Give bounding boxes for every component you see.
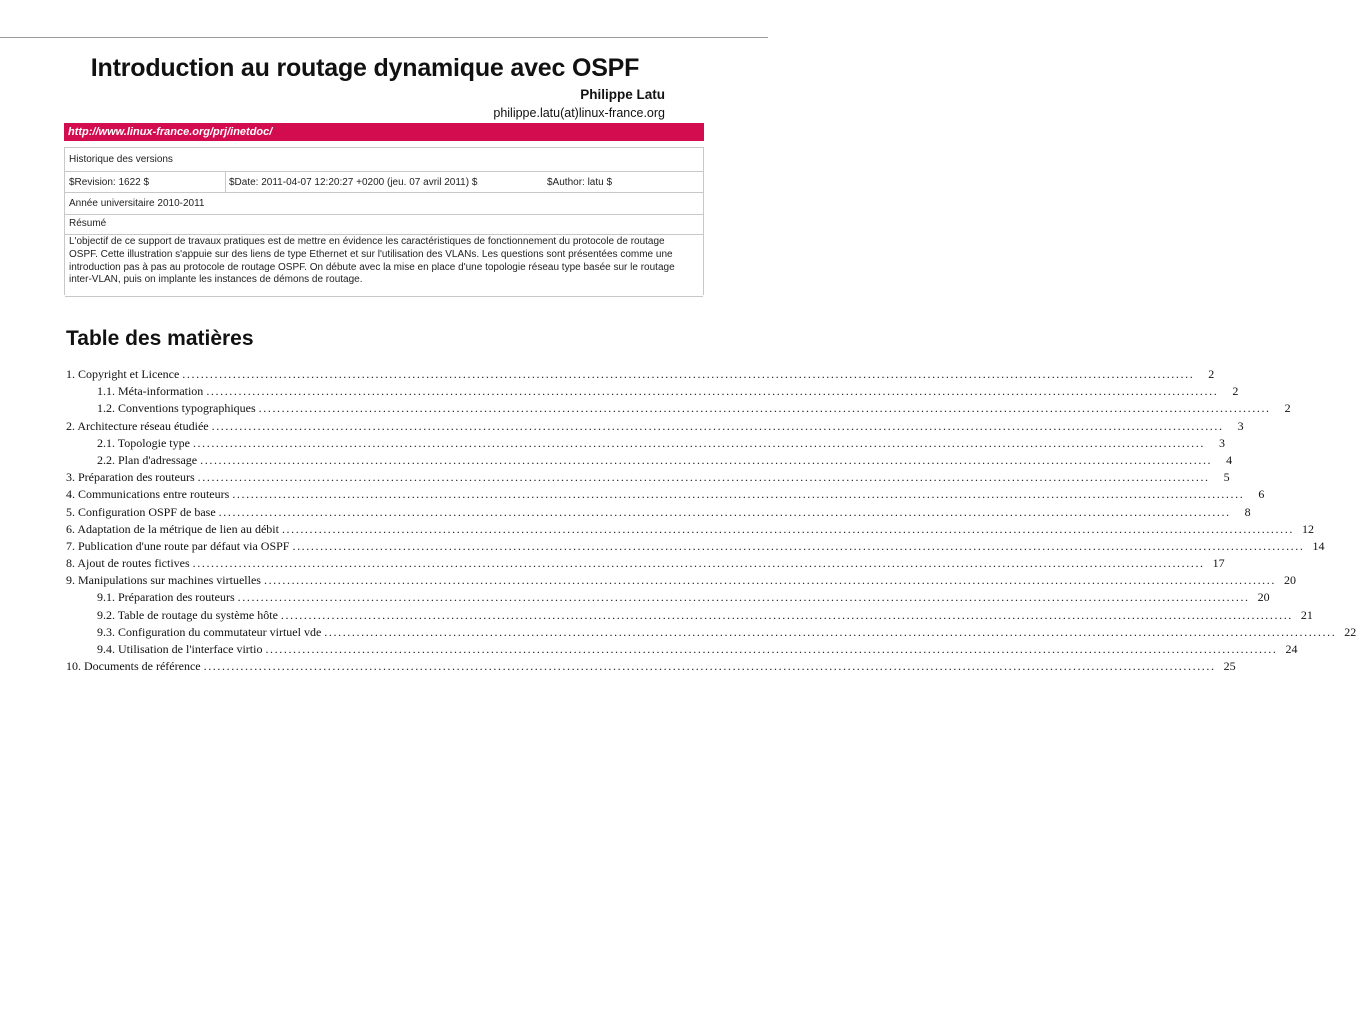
- toc-entry-label[interactable]: 6. Adaptation de la métrique de lien au débit: [66, 521, 279, 536]
- toc-entry-page[interactable]: 21: [1300, 607, 1313, 622]
- toc-entry[interactable]: [66, 521, 1314, 538]
- toc-entry-page[interactable]: 14: [1312, 538, 1325, 553]
- toc-entry-page[interactable]: 3: [1218, 435, 1225, 450]
- history-label: Historique des versions: [69, 154, 173, 165]
- toc-entry-label[interactable]: 9.1. Préparation des routeurs: [97, 590, 235, 605]
- toc-dot-leader: ............................................................................................................................................................................................................................: [324, 624, 1337, 639]
- document-title: Introduction au routage dynamique avec OSPF: [90, 54, 640, 82]
- toc-entry-page[interactable]: 6: [1258, 487, 1265, 502]
- toc-entry-page[interactable]: 22: [1344, 624, 1356, 639]
- author-name: Philippe Latu: [580, 87, 665, 102]
- toc-dot-leader: ............................................................................................................................................................................................................................: [211, 418, 1224, 433]
- toc-dot-leader: ............................................................................................................................................................................................................................: [200, 452, 1213, 467]
- toc-entry-label[interactable]: 3. Préparation des routeurs: [66, 470, 195, 485]
- toc-entry-page[interactable]: 2: [1208, 367, 1215, 381]
- toc-entry-label[interactable]: 9.4. Utilisation de l'interface virtio: [97, 642, 263, 656]
- table-of-contents: [66, 366, 1356, 675]
- toc-entry[interactable]: [66, 572, 1296, 589]
- toc-entry-label[interactable]: 4. Communications entre routeurs: [66, 487, 230, 502]
- toc-dot-leader: ............................................................................................................................................................................................................................: [232, 487, 1245, 502]
- toc-dot-leader: ............................................................................................................................................................................................................................: [192, 435, 1205, 450]
- toc-entry[interactable]: [66, 589, 1270, 606]
- toc-entry-page[interactable]: 25: [1223, 659, 1236, 674]
- toc-entry-page[interactable]: 5: [1223, 470, 1230, 485]
- summary-text: L'objectif de ce support de travaux pratiques est de mettre en évidence les caractéristiques de fonctionnement du protocole de routage OSPF. Cette illustration s'appuie sur des liens de type Ethernet et sur l'utilisation des VLANs. Les questions sont présentées comme une introduction pas à pas au protocole de routage OSPF. On débute avec la mise en place d'une topologie réseau type basée sur le routage inter-VLAN, puis on implante les instances de démons de routage.: [69, 236, 675, 286]
- revision-row: [65, 171, 703, 193]
- toc-entry-page[interactable]: 2: [1232, 384, 1239, 399]
- toc-entry-label[interactable]: 2. Architecture réseau étudiée: [66, 418, 209, 433]
- url-banner[interactable]: [64, 123, 704, 141]
- toc-entry-page[interactable]: 12: [1301, 521, 1314, 536]
- toc-dot-leader: ............................................................................................................................................................................................................................: [237, 590, 1250, 605]
- toc-entry[interactable]: [66, 486, 1265, 503]
- toc-entry-label[interactable]: 2.2. Plan d'adressage: [97, 452, 198, 467]
- toc-entry-page[interactable]: 3: [1237, 418, 1244, 433]
- toc-entry[interactable]: [66, 383, 1239, 400]
- author-tag-value: $Author: latu $: [547, 177, 613, 188]
- toc-entry-label[interactable]: 7. Publication d'une route par défaut via OSPF: [66, 538, 290, 553]
- toc-entry-page[interactable]: 20: [1257, 590, 1270, 605]
- toc-entry[interactable]: [66, 452, 1233, 469]
- history-row: [65, 147, 703, 172]
- toc-dot-leader: ............................................................................................................................................................................................................................: [206, 384, 1219, 399]
- page-top-rule: [0, 37, 768, 38]
- toc-entry-page[interactable]: 8: [1244, 504, 1251, 519]
- toc-entry-label[interactable]: 2.1. Topologie type: [97, 435, 190, 450]
- toc-entry[interactable]: [66, 624, 1356, 641]
- toc-entry-page[interactable]: 4: [1226, 452, 1233, 467]
- toc-entry-label[interactable]: 9.2. Table de routage du système hôte: [97, 607, 278, 622]
- toc-entry[interactable]: [66, 435, 1225, 452]
- revision-info-table: [64, 147, 704, 295]
- toc-entry-label[interactable]: 8. Ajout de routes fictives: [66, 556, 190, 571]
- revision-value: $Revision: 1622 $: [69, 177, 150, 188]
- toc-entry-label[interactable]: 9.3. Configuration du commutateur virtuel vde: [97, 624, 322, 639]
- toc-entry-label[interactable]: 1. Copyright et Licence: [66, 367, 180, 381]
- toc-dot-leader: ............................................................................................................................................................................................................................: [218, 504, 1231, 519]
- toc-entry[interactable]: [66, 418, 1244, 435]
- summary-label-row: [65, 214, 703, 235]
- toc-entry[interactable]: [66, 400, 1291, 417]
- toc-entry-label[interactable]: 5. Configuration OSPF de base: [66, 504, 216, 519]
- toc-entry[interactable]: [66, 641, 1298, 658]
- toc-dot-leader: ............................................................................................................................................................................................................................: [265, 642, 1278, 656]
- toc-dot-leader: ............................................................................................................................................................................................................................: [263, 573, 1276, 588]
- toc-dot-leader: ............................................................................................................................................................................................................................: [203, 659, 1216, 674]
- toc-entry[interactable]: [66, 469, 1230, 486]
- toc-entry-label[interactable]: 1.2. Conventions typographiques: [97, 401, 256, 416]
- toc-entry-page[interactable]: 2: [1284, 401, 1291, 416]
- toc-dot-leader: ............................................................................................................................................................................................................................: [258, 401, 1271, 416]
- toc-entry[interactable]: [66, 538, 1325, 555]
- toc-entry-label[interactable]: 9. Manipulations sur machines virtuelles: [66, 573, 261, 588]
- toc-entry[interactable]: [66, 555, 1225, 572]
- toc-dot-leader: ............................................................................................................................................................................................................................: [197, 470, 1210, 485]
- summary-label: Résumé: [69, 218, 107, 229]
- toc-entry-page[interactable]: 17: [1212, 556, 1225, 571]
- toc-heading: Table des matières: [66, 327, 254, 350]
- toc-dot-leader: ............................................................................................................................................................................................................................: [192, 556, 1205, 571]
- cell-divider: [225, 172, 226, 193]
- toc-entry[interactable]: [66, 658, 1236, 675]
- toc-entry[interactable]: [66, 504, 1251, 521]
- toc-entry-page[interactable]: 24: [1285, 642, 1298, 656]
- author-email: philippe.latu(at)linux-france.org: [493, 106, 665, 120]
- year-row: [65, 192, 703, 215]
- toc-entry-page[interactable]: 20: [1283, 573, 1296, 588]
- toc-dot-leader: ............................................................................................................................................................................................................................: [280, 607, 1293, 622]
- toc-entry[interactable]: [66, 607, 1313, 624]
- toc-dot-leader: ............................................................................................................................................................................................................................: [182, 367, 1195, 381]
- url-link[interactable]: http://www.linux-france.org/prj/inetdoc/: [68, 126, 273, 138]
- toc-dot-leader: ............................................................................................................................................................................................................................: [292, 538, 1305, 553]
- academic-year: Année universitaire 2010-2011: [69, 198, 205, 209]
- date-value: $Date: 2011-04-07 12:20:27 +0200 (jeu. 07 avril 2011) $: [229, 177, 478, 188]
- toc-dot-leader: ............................................................................................................................................................................................................................: [281, 521, 1294, 536]
- toc-entry-label[interactable]: 10. Documents de référence: [66, 659, 201, 674]
- toc-entry[interactable]: [66, 366, 1215, 383]
- toc-entry-label[interactable]: 1.1. Méta-information: [97, 384, 204, 399]
